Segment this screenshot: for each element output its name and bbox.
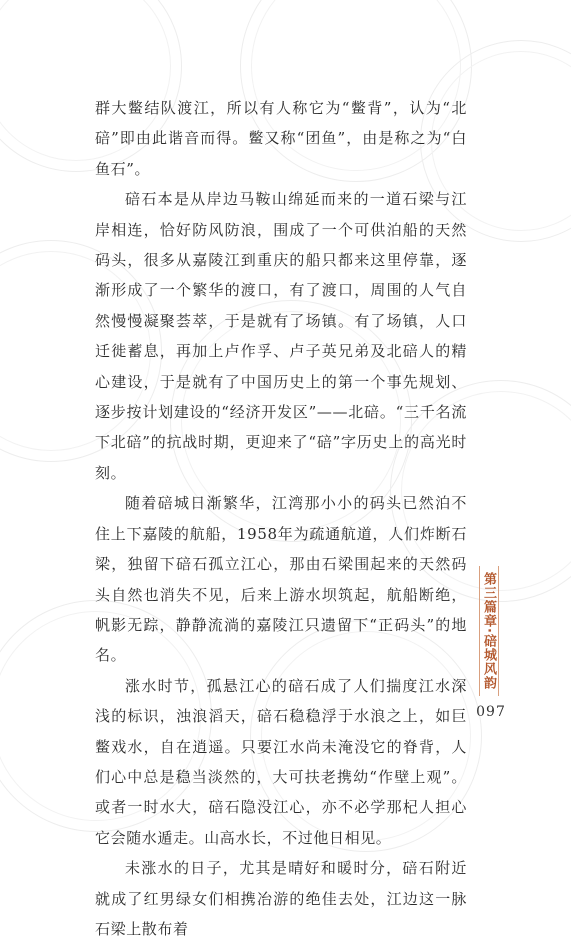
body-text [95,93,467,944]
paragraph-2: 碚石本是从岸边马鞍山绵延而来的一道石梁与江岸相连，恰好防风防浪，围成了一个可供泊船的天然码头，很多从嘉陵江到重庆的船只都来这里停靠，逐渐形成了一个繁华的渡口，有了渡口，周围的人气自然慢慢凝聚荟萃，于是就有了场镇。有了场镇，人口迁徙蓄息，再加上卢作孚、卢子英兄弟及北碚人的精心建设，于是就有了中国历史上的第一个事先规划、逐步按计划建设的“经济开发区”——北碚。“三千名流下北碚”的抗战时期，更迎来了“碚”字历史上的高光时刻。 [95,190,467,482]
paragraph-4: 涨水时节，孤悬江心的碚石成了人们揣度江水深浅的标识，浊浪滔天，碚石稳稳浮于水浪之上，如巨鳖戏水，自在逍遥。只要江水尚未淹没它的脊背，人们心中总是稳当淡然的，大可扶老携幼“作壁上观”。或者一时水大，碚石隐没江心，亦不必学那杞人担心它会随水遁走。山高水长，不过他日相见。 [95,676,467,847]
paragraph-1: 群大鳖结队渡江，所以有人称它为“鳖背”，认为“北碚”即由此谐音而得。鳖又称“团鱼”，由是称之为“白鱼石”。 [95,99,467,178]
chapter-tab: 第三篇章·碚城风韵 [479,566,499,696]
paragraph-3: 随着碚城日渐繁华，江湾那小小的码头已然泊不住上下嘉陵的航船，1958年为疏通航道，人们炸断石梁，独留下碚石孤立江心，那由石梁围起来的天然码头自然也消失不见，后来上游水坝筑起，航船断绝，帆影无踪，静静流淌的嘉陵江只遗留下“正码头”的地名。 [95,494,467,665]
paragraph-5: 未涨水的日子，尤其是晴好和暖时分，碚石附近就成了红男绿女们相携冶游的绝佳去处，江边这一脉石梁上散布着 [95,859,467,938]
page-number: 097 [476,704,506,720]
